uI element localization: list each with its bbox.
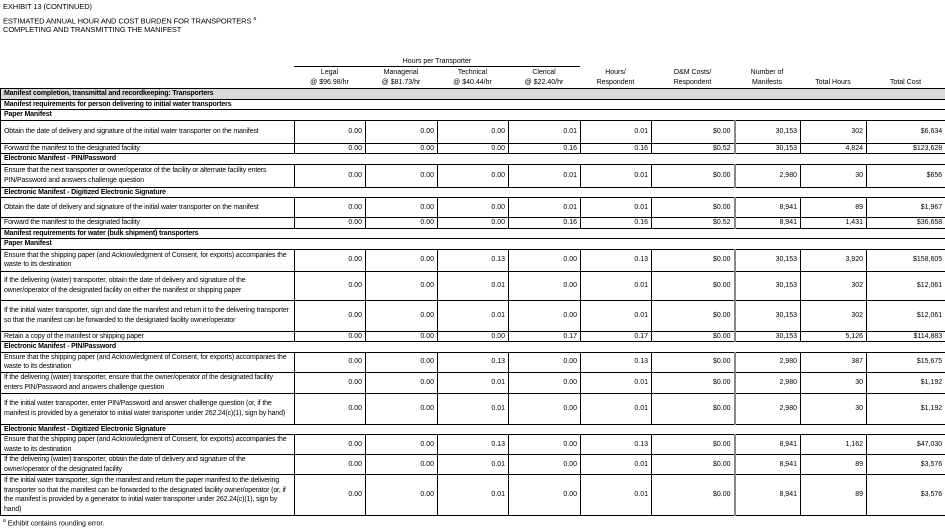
- value-cell: 0.00: [366, 372, 438, 393]
- value-cell: 387: [801, 352, 867, 372]
- value-cell: 0.00: [295, 249, 366, 271]
- activity-label: If the initial water transporter, sign and date the manifest and return it to the delivering transporter so that the manifest can be forwarded to the designated facility owner/operator: [1, 300, 295, 331]
- value-cell: 0.17: [581, 331, 652, 342]
- value-cell: 0.00: [509, 455, 581, 475]
- value-cell: 0.01: [438, 271, 509, 300]
- value-cell: 0.00: [295, 435, 366, 455]
- value-cell: 0.00: [509, 393, 581, 424]
- value-cell: 0.00: [366, 198, 438, 218]
- value-cell: 0.00: [366, 331, 438, 342]
- value-cell: $36,658: [867, 218, 945, 229]
- value-cell: 302: [801, 300, 867, 331]
- value-cell: 2,980: [735, 372, 801, 393]
- column-header-l1: Legal: [320, 69, 339, 76]
- section-row: [1, 89, 945, 100]
- value-cell: 8,941: [735, 455, 801, 475]
- value-cell: 0.00: [438, 164, 509, 187]
- activity-label: Ensure that the next transporter or owner/operator of the facility or alternate facility enters PIN/Password and answers challenge question: [1, 164, 295, 187]
- value-cell: 0.00: [509, 352, 581, 372]
- value-cell: 89: [801, 475, 867, 516]
- value-cell: 0.00: [366, 249, 438, 271]
- section-title: Manifest requirements for water (bulk shipment) transporters: [1, 228, 945, 239]
- table-row: [1, 455, 945, 475]
- value-cell: 0.00: [438, 120, 509, 143]
- value-cell: $0.52: [652, 143, 735, 154]
- column-header-l2: Manifests: [752, 79, 782, 86]
- value-cell: $114,883: [867, 331, 945, 342]
- footnote-marker: a: [3, 518, 6, 524]
- section-row: [1, 154, 945, 165]
- value-cell: $6,634: [867, 120, 945, 143]
- value-cell: 0.00: [509, 475, 581, 516]
- value-cell: 30: [801, 372, 867, 393]
- column-header-l2: @ $40.44/hr: [453, 79, 492, 86]
- value-cell: 0.00: [295, 455, 366, 475]
- value-cell: $12,061: [867, 300, 945, 331]
- value-cell: 0.13: [438, 435, 509, 455]
- value-cell: $0.00: [652, 393, 735, 424]
- value-cell: $158,605: [867, 249, 945, 271]
- value-cell: 0.01: [438, 455, 509, 475]
- value-cell: 0.00: [366, 435, 438, 455]
- value-cell: 0.16: [581, 218, 652, 229]
- burden-table: [0, 88, 945, 516]
- value-cell: 0.01: [581, 393, 652, 424]
- value-cell: $0.00: [652, 164, 735, 187]
- value-cell: $0.00: [652, 455, 735, 475]
- value-cell: 0.01: [581, 120, 652, 143]
- value-cell: 0.01: [581, 300, 652, 331]
- value-cell: 302: [801, 120, 867, 143]
- column-header-l2: Respondent: [596, 79, 635, 86]
- value-cell: 4,824: [801, 143, 867, 154]
- value-cell: 0.16: [509, 218, 581, 229]
- value-cell: 0.00: [366, 300, 438, 331]
- value-cell: $0.00: [652, 249, 735, 271]
- value-cell: 30,153: [735, 271, 801, 300]
- table-row: [1, 393, 945, 424]
- value-cell: 0.00: [366, 393, 438, 424]
- column-header-l1: Clerical: [532, 69, 556, 76]
- value-cell: 0.13: [438, 352, 509, 372]
- table-row: [1, 300, 945, 331]
- table-row: [1, 249, 945, 271]
- column-header-l1: Number of: [750, 69, 784, 76]
- activity-label: Obtain the date of delivery and signature of the initial water transporter on the manifest: [1, 198, 295, 218]
- value-cell: 0.00: [366, 352, 438, 372]
- column-header-l2: Total Cost: [889, 79, 922, 86]
- value-cell: 0.00: [509, 249, 581, 271]
- value-cell: 30,153: [735, 331, 801, 342]
- value-cell: 8,941: [735, 198, 801, 218]
- table-row: [1, 120, 945, 143]
- value-cell: $0.00: [652, 300, 735, 331]
- value-cell: 0.01: [438, 300, 509, 331]
- value-cell: 0.01: [438, 475, 509, 516]
- value-cell: $1,967: [867, 198, 945, 218]
- value-cell: 0.01: [581, 455, 652, 475]
- hours-group-header: Hours per Transporter: [294, 57, 580, 67]
- value-cell: 0.00: [295, 271, 366, 300]
- exhibit-number: EXHIBIT 13 (CONTINUED): [3, 2, 92, 11]
- value-cell: 30: [801, 164, 867, 187]
- column-header-l2: Total Hours: [815, 79, 851, 86]
- value-cell: 8,941: [735, 218, 801, 229]
- column-header-l2: @ $96.98/hr: [310, 79, 349, 86]
- activity-label: Forward the manifest to the designated facility: [1, 143, 295, 154]
- value-cell: 5,126: [801, 331, 867, 342]
- value-cell: $0.00: [652, 435, 735, 455]
- section-row: [1, 424, 945, 435]
- value-cell: $0.00: [652, 271, 735, 300]
- value-cell: 0.00: [438, 198, 509, 218]
- table-row: [1, 143, 945, 154]
- activity-label: If the initial water transporter, enter PIN/Password and answer challenge question (or, if the manifest is provided by a generator to initial water transporter under 262.24(c)(1), sign by hand): [1, 393, 295, 424]
- value-cell: 0.00: [295, 218, 366, 229]
- value-cell: 0.16: [509, 143, 581, 154]
- activity-label: Ensure that the shipping paper (and Acknowledgment of Consent, for exports) accompanies the waste to its destination: [1, 435, 295, 455]
- column-header-l2: @ $22.40/hr: [524, 79, 564, 86]
- section-row: [1, 239, 945, 250]
- value-cell: $3,576: [867, 475, 945, 516]
- value-cell: 0.00: [438, 143, 509, 154]
- value-cell: 0.16: [581, 143, 652, 154]
- value-cell: 0.00: [438, 218, 509, 229]
- value-cell: 0.00: [509, 300, 581, 331]
- value-cell: 0.01: [581, 198, 652, 218]
- activity-label: Obtain the date of delivery and signature of the initial water transporter on the manifest: [1, 120, 295, 143]
- value-cell: $12,061: [867, 271, 945, 300]
- value-cell: 0.17: [509, 331, 581, 342]
- value-cell: $0.00: [652, 120, 735, 143]
- table-row: [1, 372, 945, 393]
- value-cell: 0.00: [509, 271, 581, 300]
- value-cell: 0.13: [581, 249, 652, 271]
- section-title: Manifest requirements for person delivering to initial water transporters: [1, 99, 945, 110]
- value-cell: 0.00: [295, 164, 366, 187]
- column-header-l1: O&M Costs/: [673, 69, 712, 76]
- value-cell: 3,920: [801, 249, 867, 271]
- table-row: [1, 475, 945, 516]
- activity-label: Ensure that the shipping paper (and Acknowledgment of Consent, for exports) accompanies the waste to its destination: [1, 352, 295, 372]
- value-cell: 0.00: [366, 164, 438, 187]
- value-cell: 0.00: [366, 120, 438, 143]
- activity-label: Forward the manifest to the designated facility: [1, 218, 295, 229]
- value-cell: $656: [867, 164, 945, 187]
- value-cell: 0.01: [581, 271, 652, 300]
- activity-label: If the delivering (water) transporter, obtain the date of delivery and signature of the owner/operator of the designated facility: [1, 455, 295, 475]
- value-cell: 0.00: [295, 393, 366, 424]
- section-title: Electronic Manifest - PIN/Password: [1, 342, 945, 353]
- table-row: [1, 435, 945, 455]
- section-title: Electronic Manifest - PIN/Password: [1, 154, 945, 165]
- value-cell: $1,192: [867, 372, 945, 393]
- column-header-l1: Managerial: [383, 69, 419, 76]
- section-row: [1, 187, 945, 198]
- value-cell: 0.00: [438, 331, 509, 342]
- value-cell: 0.00: [366, 218, 438, 229]
- value-cell: $3,576: [867, 455, 945, 475]
- footnote-text: Exhibit contains rounding error.: [7, 520, 105, 528]
- value-cell: 0.01: [509, 164, 581, 187]
- value-cell: 30,153: [735, 249, 801, 271]
- value-cell: 0.01: [509, 120, 581, 143]
- value-cell: $0.00: [652, 198, 735, 218]
- value-cell: $0.00: [652, 352, 735, 372]
- value-cell: $0.00: [652, 475, 735, 516]
- value-cell: 0.00: [295, 352, 366, 372]
- table-row: [1, 198, 945, 218]
- value-cell: 0.01: [581, 164, 652, 187]
- section-row: [1, 99, 945, 110]
- column-header-l2: Respondent: [673, 79, 712, 86]
- value-cell: 1,431: [801, 218, 867, 229]
- value-cell: 89: [801, 455, 867, 475]
- value-cell: 1,162: [801, 435, 867, 455]
- value-cell: 0.00: [295, 475, 366, 516]
- value-cell: 0.13: [581, 435, 652, 455]
- value-cell: 30,153: [735, 120, 801, 143]
- value-cell: 0.01: [581, 475, 652, 516]
- value-cell: 0.13: [438, 249, 509, 271]
- value-cell: 0.01: [438, 393, 509, 424]
- section-title: Paper Manifest: [1, 239, 945, 250]
- table-row: [1, 352, 945, 372]
- section-title: Manifest completion, transmittal and recordkeeping: Transporters: [1, 89, 945, 100]
- value-cell: 8,941: [735, 435, 801, 455]
- table-row: [1, 271, 945, 300]
- value-cell: 2,980: [735, 164, 801, 187]
- exhibit-title-text: ESTIMATED ANNUAL HOUR AND COST BURDEN FOR TRANSPORTERS: [3, 16, 252, 26]
- value-cell: 0.00: [509, 372, 581, 393]
- value-cell: 2,980: [735, 352, 801, 372]
- section-title: Paper Manifest: [1, 110, 945, 121]
- value-cell: 8,941: [735, 475, 801, 516]
- column-header-l2: @ $81.73/hr: [381, 79, 421, 86]
- value-cell: $0.52: [652, 218, 735, 229]
- activity-label: Ensure that the shipping paper (and Acknowledgment of Consent, for exports) accompanies the waste to its destination: [1, 249, 295, 271]
- value-cell: $15,675: [867, 352, 945, 372]
- table-row: [1, 331, 945, 342]
- value-cell: $47,030: [867, 435, 945, 455]
- value-cell: $123,628: [867, 143, 945, 154]
- value-cell: 0.00: [295, 143, 366, 154]
- value-cell: 0.00: [366, 455, 438, 475]
- value-cell: 0.00: [295, 300, 366, 331]
- value-cell: 0.00: [366, 143, 438, 154]
- value-cell: 0.00: [295, 372, 366, 393]
- section-row: [1, 342, 945, 353]
- value-cell: $0.00: [652, 331, 735, 342]
- value-cell: 0.00: [366, 271, 438, 300]
- section-title: Electronic Manifest - Digitized Electronic Signature: [1, 424, 945, 435]
- activity-label: If the delivering (water) transporter, obtain the date of delivery and signature of the owner/operator of the designated facility on either the manifest or shipping paper: [1, 271, 295, 300]
- value-cell: 0.00: [366, 475, 438, 516]
- value-cell: $1,192: [867, 393, 945, 424]
- value-cell: 0.00: [509, 435, 581, 455]
- activity-label: If the delivering (water) transporter, ensure that the owner/operator of the designated facility enters PIN/Password and answers challenge question: [1, 372, 295, 393]
- column-header-l1: Hours/: [605, 69, 626, 76]
- footnote-marker: a: [253, 16, 257, 22]
- footnote: [3, 517, 945, 528]
- section-row: [1, 110, 945, 121]
- value-cell: 30: [801, 393, 867, 424]
- value-cell: 0.01: [438, 372, 509, 393]
- value-cell: 0.01: [581, 372, 652, 393]
- activity-label: If the initial water transporter, sign the manifest and return the paper manifest to the delivering transporter so that the manifest can be forwarded to the designated facility owner/operator (or, if the manifest is provided by a generator to initial water transporter under 262.24(c)(1), sign by hand): [1, 475, 295, 516]
- section-title: Electronic Manifest - Digitized Electronic Signature: [1, 187, 945, 198]
- value-cell: 30,153: [735, 143, 801, 154]
- table-row: [1, 164, 945, 187]
- section-row: [1, 228, 945, 239]
- value-cell: 0.13: [581, 352, 652, 372]
- value-cell: 30,153: [735, 300, 801, 331]
- exhibit-subtitle: COMPLETING AND TRANSMITTING THE MANIFEST: [3, 25, 182, 34]
- table-row: [1, 218, 945, 229]
- value-cell: 0.00: [295, 331, 366, 342]
- value-cell: 0.00: [295, 198, 366, 218]
- value-cell: 89: [801, 198, 867, 218]
- value-cell: 0.00: [295, 120, 366, 143]
- column-header-l1: Technical: [457, 69, 488, 76]
- value-cell: $0.00: [652, 372, 735, 393]
- value-cell: 0.01: [509, 198, 581, 218]
- value-cell: 302: [801, 271, 867, 300]
- activity-label: Retain a copy of the manifest or shipping paper: [1, 331, 295, 342]
- value-cell: 2,980: [735, 393, 801, 424]
